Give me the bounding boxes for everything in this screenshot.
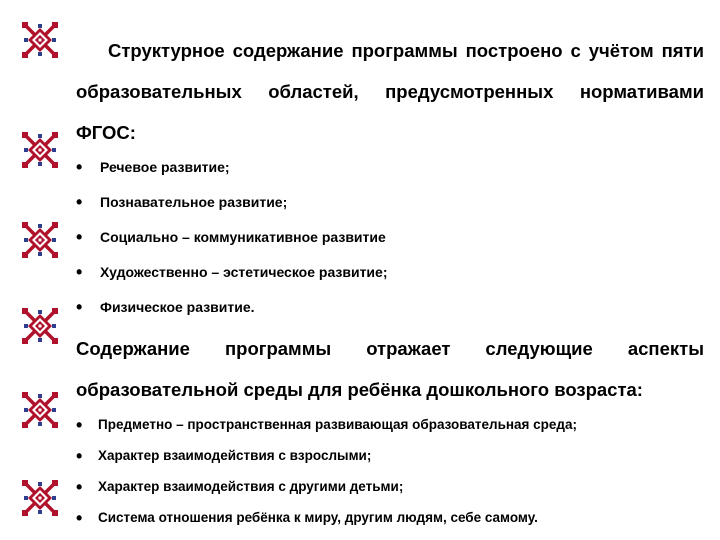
slide-content xyxy=(76,30,704,540)
list-item: • Характер взаимодействия с другими детьми; xyxy=(76,478,704,509)
list-item: • Познавательное развитие; xyxy=(76,192,704,227)
list-item: • Социально – коммуникативное развитие xyxy=(76,227,704,262)
list-item: • Художественно – эстетическое развитие; xyxy=(76,262,704,297)
ornament-column xyxy=(0,0,80,540)
list-item: • Предметно – пространственная развивающая образовательная среда; xyxy=(76,416,704,447)
folk-ornament-icon xyxy=(22,22,58,58)
aspects-list xyxy=(76,416,704,540)
folk-ornament-icon xyxy=(22,392,58,428)
list-item: • Физическое развитие. xyxy=(76,297,704,332)
folk-ornament-icon xyxy=(22,480,58,516)
folk-ornament-icon xyxy=(22,222,58,258)
folk-ornament-icon xyxy=(22,308,58,344)
aspects-paragraph: Содержание программы отражает следующие аспекты образовательной среды для ребёнка дошкольного возраста: xyxy=(76,338,704,400)
list-item: • Характер взаимодействия с взрослыми; xyxy=(76,447,704,478)
folk-ornament-icon xyxy=(22,132,58,168)
list-item: • Речевое развитие; xyxy=(76,157,704,192)
intro-paragraph: Структурное содержание программы построено с учётом пяти образовательных областей, предусмотренных нормативами ФГОС: xyxy=(76,40,704,143)
educational-areas-list xyxy=(76,157,704,332)
list-item: • Система отношения ребёнка к миру, другим людям, себе самому. xyxy=(76,509,704,540)
